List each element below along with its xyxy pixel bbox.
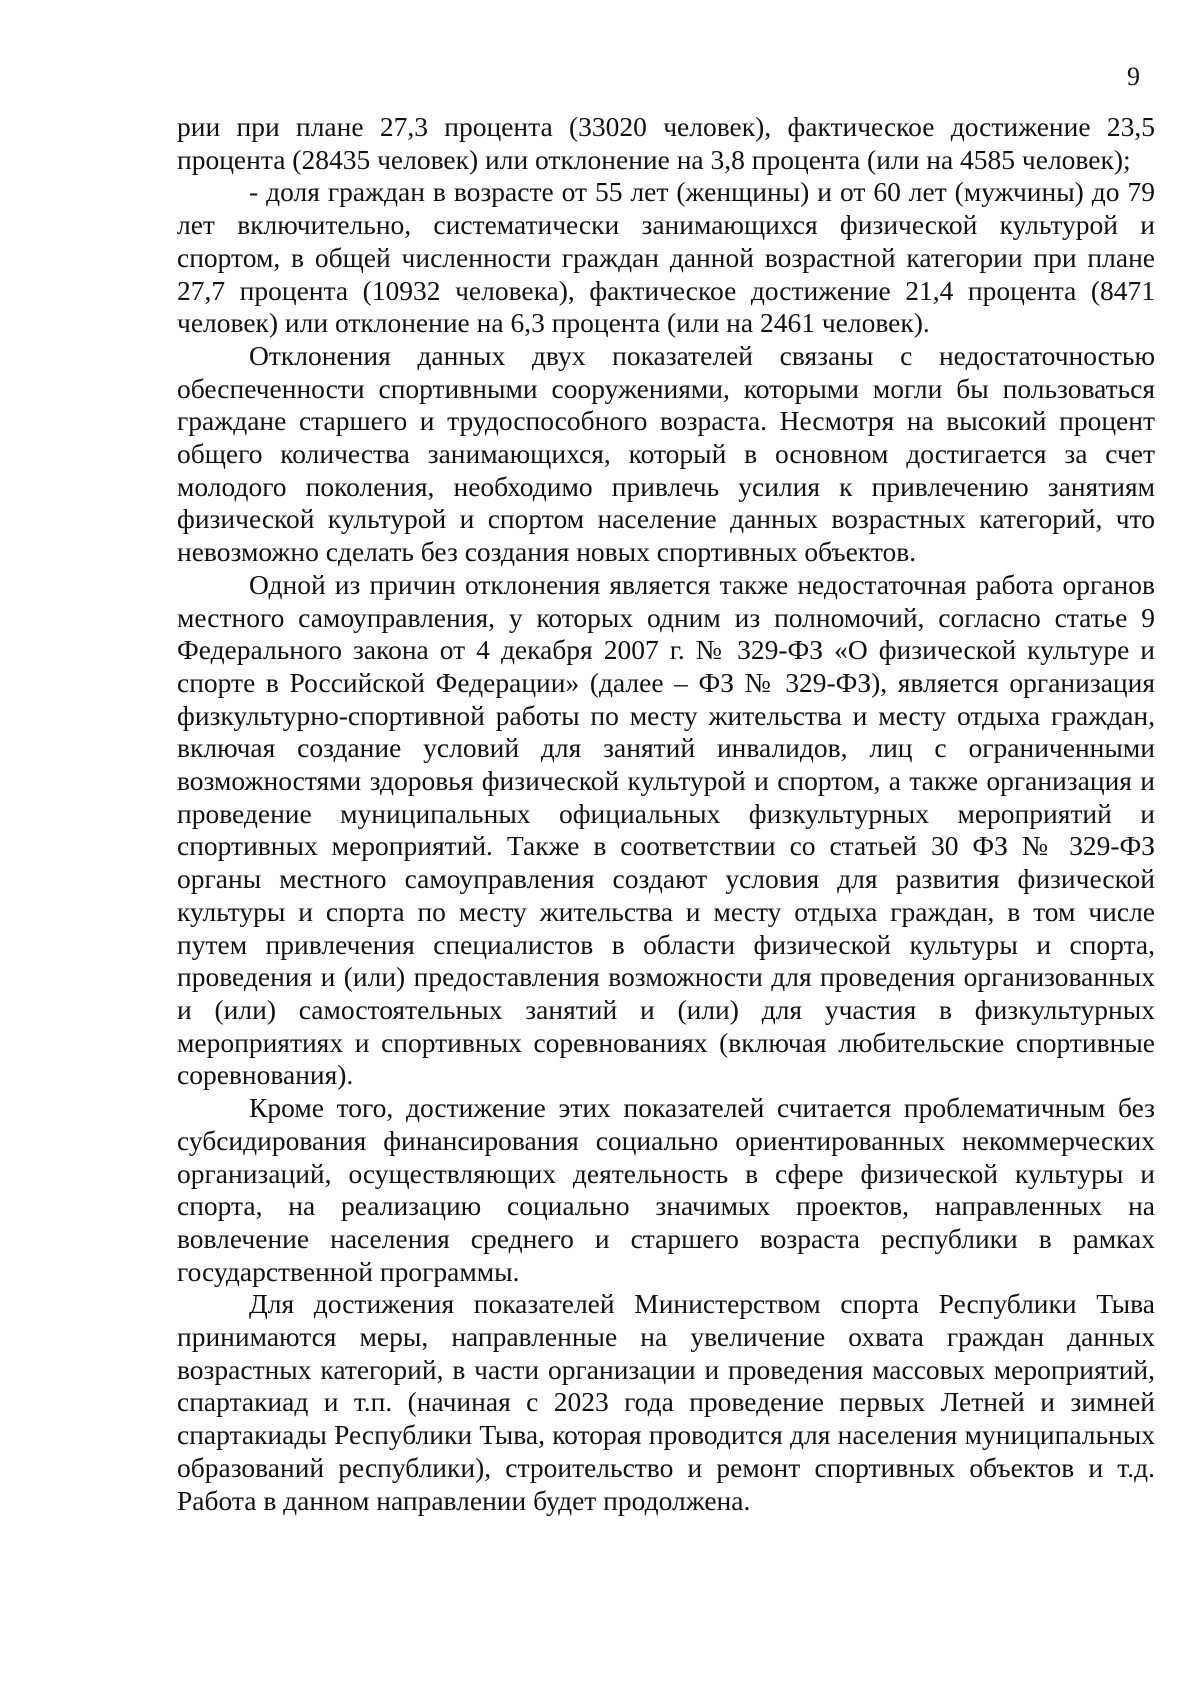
page-number: 9	[1127, 62, 1140, 91]
paragraph-local-government: Одной из причин отклонения является также недостаточная работа органов местного самоуправления, у которых одним из полномочий, согласно статье 9 Федерального закона от 4 декабря 2007 г. № 329-ФЗ «О физической культуре и спорте в Российской Федерации» (далее – ФЗ № 329-ФЗ), является организация физкультурно-спортивной работы по месту жительства и месту отдыха граждан, включая создание условий для занятий инвалидов, лиц с ограниченными возможностями здоровья физической культурой и спортом, а также организация и проведение муниципальных официальных физкультурных мероприятий и спортивных мероприятий. Также в соответствии со статьей 30 ФЗ № 329-ФЗ органы местного самоуправления создают условия для развития физической культуры и спорта по месту жительства и месту отдыха граждан, в том числе путем привлечения специалистов в области физической культуры и спорта, проведения и (или) предоставления возможности для проведения организованных и (или) самостоятельных занятий и (или) для участия в физкультурных мероприятиях и спортивных соревнованиях (включая любительские спортивные соревнования).	[177, 568, 1155, 1091]
document-body	[177, 111, 1155, 1517]
paragraph-continuation: рии при плане 27,3 процента (33020 человек), фактическое достижение 23,5 процента (28435 человек) или отклонение на 3,8 процента (или на 4585 человек);	[177, 111, 1155, 175]
paragraph-deviation-reasons: Отклонения данных двух показателей связаны с недостаточностью обеспеченности спортивными сооружениями, которыми могли бы пользоваться граждане старшего и трудоспособного возраста. Несмотря на высокий процент общего количества занимающихся, который в основном достигается за счет молодого поколения, необходимо привлечь усилия к привлечению занятиям физической культурой и спортом население данных возрастных категорий, что невозможно сделать без создания новых спортивных объектов.	[177, 339, 1155, 568]
paragraph-indicator-older-citizens: - доля граждан в возрасте от 55 лет (женщины) и от 60 лет (мужчины) до 79 лет включительно, систематически занимающихся физической культурой и спортом, в общей численности граждан данной возрастной категории при плане 27,7 процента (10932 человека), фактическое достижение 21,4 процента (8471 человек) или отклонение на 6,3 процента (или на 2461 человек).	[177, 176, 1155, 339]
paragraph-subsidies: Кроме того, достижение этих показателей считается проблематичным без субсидирования финансирования социально ориентированных некоммерческих организаций, осуществляющих деятельность в сфере физической культуры и спорта, на реализацию социально значимых проектов, направленных на вовлечение населения среднего и старшего возраста республики в рамках государственной программы.	[177, 1092, 1155, 1287]
paragraph-ministry-measures: Для достижения показателей Министерством спорта Республики Тыва принимаются меры, направленные на увеличение охвата граждан данных возрастных категорий, в части организации и проведения массовых мероприятий, спартакиад и т.п. (начиная с 2023 года проведение первых Летней и зимней спартакиады Республики Тыва, которая проводится для населения муниципальных образований республики), строительство и ремонт спортивных объектов и т.д. Работа в данном направлении будет продолжена.	[177, 1288, 1155, 1516]
